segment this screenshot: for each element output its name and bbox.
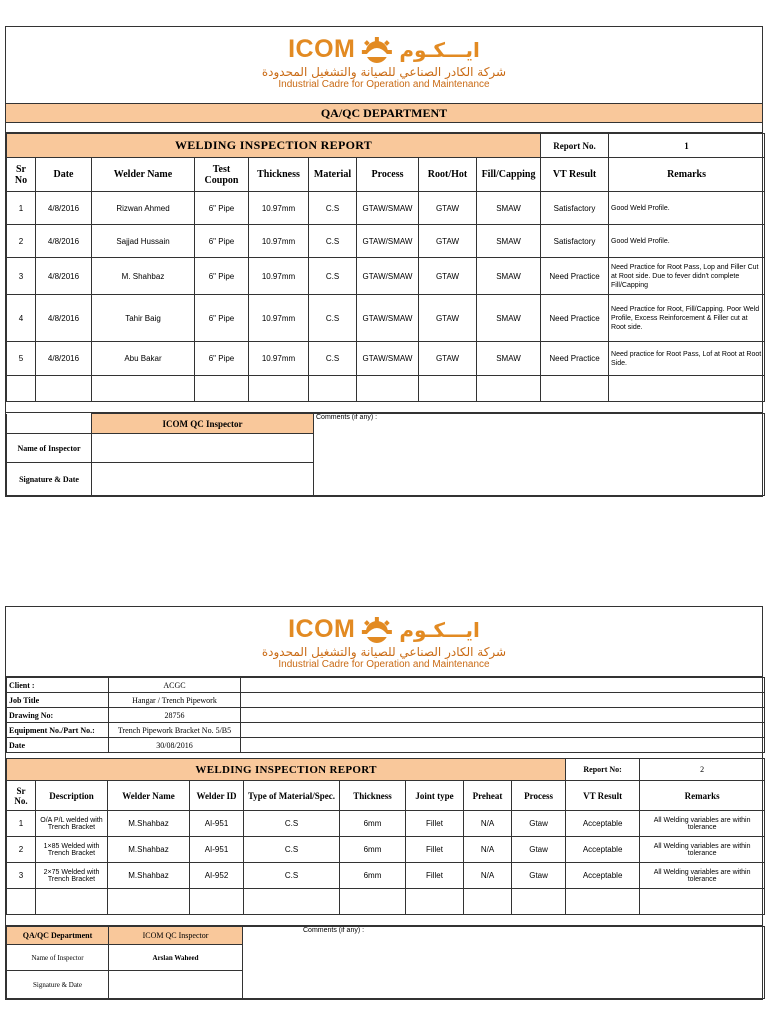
cell: 4/8/2016 [36,192,92,225]
info-label: Drawing No: [7,708,109,723]
col-header: Sr No. [7,781,36,811]
cell: Fillet [406,811,464,837]
cell: 2×75 Welded with Trench Bracket [36,863,108,889]
table-row [7,342,765,376]
cell: SMAW [477,258,541,295]
col-header: VT Result [566,781,640,811]
report-title: WELDING INSPECTION REPORT [7,759,566,781]
cell: 5 [7,342,36,376]
cell: GTAW/SMAW [357,295,419,342]
report-no-value: 1 [609,134,765,158]
cell: M. Shahbaz [92,258,195,295]
cell: C.S [244,837,340,863]
cell: M.Shahbaz [108,811,190,837]
cell: Need Practice [541,258,609,295]
department-banner: QA/QC DEPARTMENT [6,104,762,123]
info-label: Job Title [7,693,109,708]
signature-label: Signature & Date [7,971,109,999]
cell: N/A [464,811,512,837]
report-no-label: Report No: [566,759,640,781]
cell: Rizwan Ahmed [92,192,195,225]
col-header: Joint type [406,781,464,811]
cell: Fillet [406,863,464,889]
cell: 4 [7,295,36,342]
info-label: Date [7,738,109,753]
col-header: Fill/Capping [477,158,541,192]
cell: 6" Pipe [195,342,249,376]
col-header: Date [36,158,92,192]
cell: GTAW/SMAW [357,192,419,225]
cell: C.S [244,811,340,837]
report-no-label: Report No. [541,134,609,158]
cell: C.S [309,225,357,258]
cell: 4/8/2016 [36,295,92,342]
cell: Tahir Baig [92,295,195,342]
cell: GTAW [419,192,477,225]
col-header: Thickness [249,158,309,192]
table-row [7,258,765,295]
cell: GTAW/SMAW [357,342,419,376]
col-header: Type of Material/Spec. [244,781,340,811]
signature-field[interactable] [92,463,314,496]
cell: 2 [7,837,36,863]
info-value: 30/08/2016 [109,738,241,753]
cell: 3 [7,863,36,889]
cell: 4/8/2016 [36,342,92,376]
cell: 10.97mm [249,192,309,225]
cell: SMAW [477,192,541,225]
company-logo [6,27,762,104]
cell: Gtaw [512,811,566,837]
cell: C.S [244,863,340,889]
cell: All Welding variables are within tolerance [640,811,765,837]
info-label: Client : [7,678,109,693]
cell: Need Practice for Root, Fill/Capping. Poor Weld Profile, Excess Reinforcement & Filler cut at Root side. [609,295,765,342]
col-header: Process [357,158,419,192]
logo-arabic-tagline: شركة الكادر الصناعي للصيانة والتشغيل المحدودة [261,645,507,659]
cell: AI-952 [190,863,244,889]
job-info-table [6,677,765,753]
cell: 10.97mm [249,342,309,376]
cell: 10.97mm [249,295,309,342]
cell: 3 [7,258,36,295]
cell: 10.97mm [249,258,309,295]
col-header: Description [36,781,108,811]
cell: 6mm [340,863,406,889]
cell: 1 [7,192,36,225]
inspection-report-2 [5,606,763,1000]
table-row [7,863,765,889]
report-title: WELDING INSPECTION REPORT [7,134,541,158]
table-row-empty [7,889,765,915]
col-header: Root/Hot [419,158,477,192]
cell: SMAW [477,225,541,258]
company-logo [6,607,762,677]
hard-hat-gear-icon [359,616,395,644]
info-value: Trench Pipework Bracket No. 5/B5 [109,723,241,738]
cell: Need practice for Root Pass, Lof at Root at Root Side. [609,342,765,376]
logo-brand-text: ICOM [288,35,356,63]
logo-arabic-name: ايـــكـوم [399,617,480,642]
cell: M.Shahbaz [108,837,190,863]
col-header: Remarks [609,158,765,192]
inspector-name-field[interactable]: Arslan Waheed [109,945,243,971]
cell: Satisfactory [541,225,609,258]
cell: Acceptable [566,837,640,863]
cell: M.Shahbaz [108,863,190,889]
inspector-name-field[interactable] [92,434,314,463]
cell: GTAW [419,225,477,258]
col-header: Thickness [340,781,406,811]
cell: Good Weld Profile. [609,192,765,225]
report-1-table [6,133,765,402]
cell: SMAW [477,295,541,342]
cell: Gtaw [512,837,566,863]
cell: 6mm [340,811,406,837]
dept-header: QA/QC Department [7,927,109,945]
cell: Need Practice for Root Pass, Lop and Filler Cut at Root side. Due to fever didn't complete Fill/Capping [609,258,765,295]
cell: SMAW [477,342,541,376]
cell: All Welding variables are within tolerance [640,863,765,889]
comments-label: Comments (if any) : [243,927,765,999]
info-value: Hangar / Trench Pipework [109,693,241,708]
cell: 4/8/2016 [36,258,92,295]
cell: N/A [464,863,512,889]
table-row [7,811,765,837]
cell: Gtaw [512,863,566,889]
col-header: Sr No [7,158,36,192]
cell: 10.97mm [249,225,309,258]
signature-label: Signature & Date [7,463,92,496]
info-value: ACGC [109,678,241,693]
table-row [7,295,765,342]
logo-english-tagline: Industrial Cadre for Operation and Maintenance [278,79,490,90]
cell: 1 [7,811,36,837]
logo-english-tagline: Industrial Cadre for Operation and Maintenance [278,659,490,670]
report-2-table [6,758,765,915]
report-no-value: 2 [640,759,765,781]
inspector-header: ICOM QC Inspector [109,927,243,945]
info-value: 28756 [109,708,241,723]
cell: Need Practice [541,342,609,376]
cell: Abu Bakar [92,342,195,376]
cell: C.S [309,258,357,295]
cell: GTAW [419,342,477,376]
logo-arabic-name: ايـــكـوم [399,37,480,62]
inspector-block [6,926,765,999]
cell: 6" Pipe [195,225,249,258]
cell: C.S [309,295,357,342]
inspection-report-1 [5,26,763,497]
comments-label: Comments (if any) : [314,414,765,496]
cell: Good Weld Profile. [609,225,765,258]
hard-hat-gear-icon [359,36,395,64]
table-header-row [7,158,765,192]
cell: C.S [309,192,357,225]
cell: Acceptable [566,811,640,837]
cell: 4/8/2016 [36,225,92,258]
cell: Need Practice [541,295,609,342]
cell: AI-951 [190,837,244,863]
cell: 2 [7,225,36,258]
col-header: Welder Name [108,781,190,811]
inspector-block [6,413,765,496]
cell: GTAW [419,295,477,342]
col-header: Welder ID [190,781,244,811]
logo-arabic-tagline: شركة الكادر الصناعي للصيانة والتشغيل المحدودة [261,65,507,79]
col-header: Process [512,781,566,811]
cell: N/A [464,837,512,863]
col-header: VT Result [541,158,609,192]
cell: Satisfactory [541,192,609,225]
cell: C.S [309,342,357,376]
col-header: Remarks [640,781,765,811]
inspector-header: ICOM QC Inspector [92,414,314,434]
cell: Acceptable [566,863,640,889]
col-header: Welder Name [92,158,195,192]
cell: GTAW/SMAW [357,258,419,295]
cell: 6" Pipe [195,258,249,295]
table-row [7,225,765,258]
signature-field[interactable] [109,971,243,999]
cell: 6mm [340,837,406,863]
logo-brand-text: ICOM [288,615,356,643]
cell: GTAW/SMAW [357,225,419,258]
cell: All Welding variables are within tolerance [640,837,765,863]
cell: AI-951 [190,811,244,837]
cell: O/A P/L welded with Trench Bracket [36,811,108,837]
name-label: Name of Inspector [7,434,92,463]
name-label: Name of Inspector [7,945,109,971]
cell: Sajjad Hussain [92,225,195,258]
cell: GTAW [419,258,477,295]
cell: 6" Pipe [195,192,249,225]
col-header: Material [309,158,357,192]
col-header: Test Coupon [195,158,249,192]
table-row [7,192,765,225]
table-row-empty [7,376,765,402]
info-label: Equipment No./Part No.: [7,723,109,738]
cell: Fillet [406,837,464,863]
cell: 1×85 Welded with Trench Bracket [36,837,108,863]
col-header: Preheat [464,781,512,811]
table-row [7,837,765,863]
cell: 6" Pipe [195,295,249,342]
table-header-row [7,781,765,811]
